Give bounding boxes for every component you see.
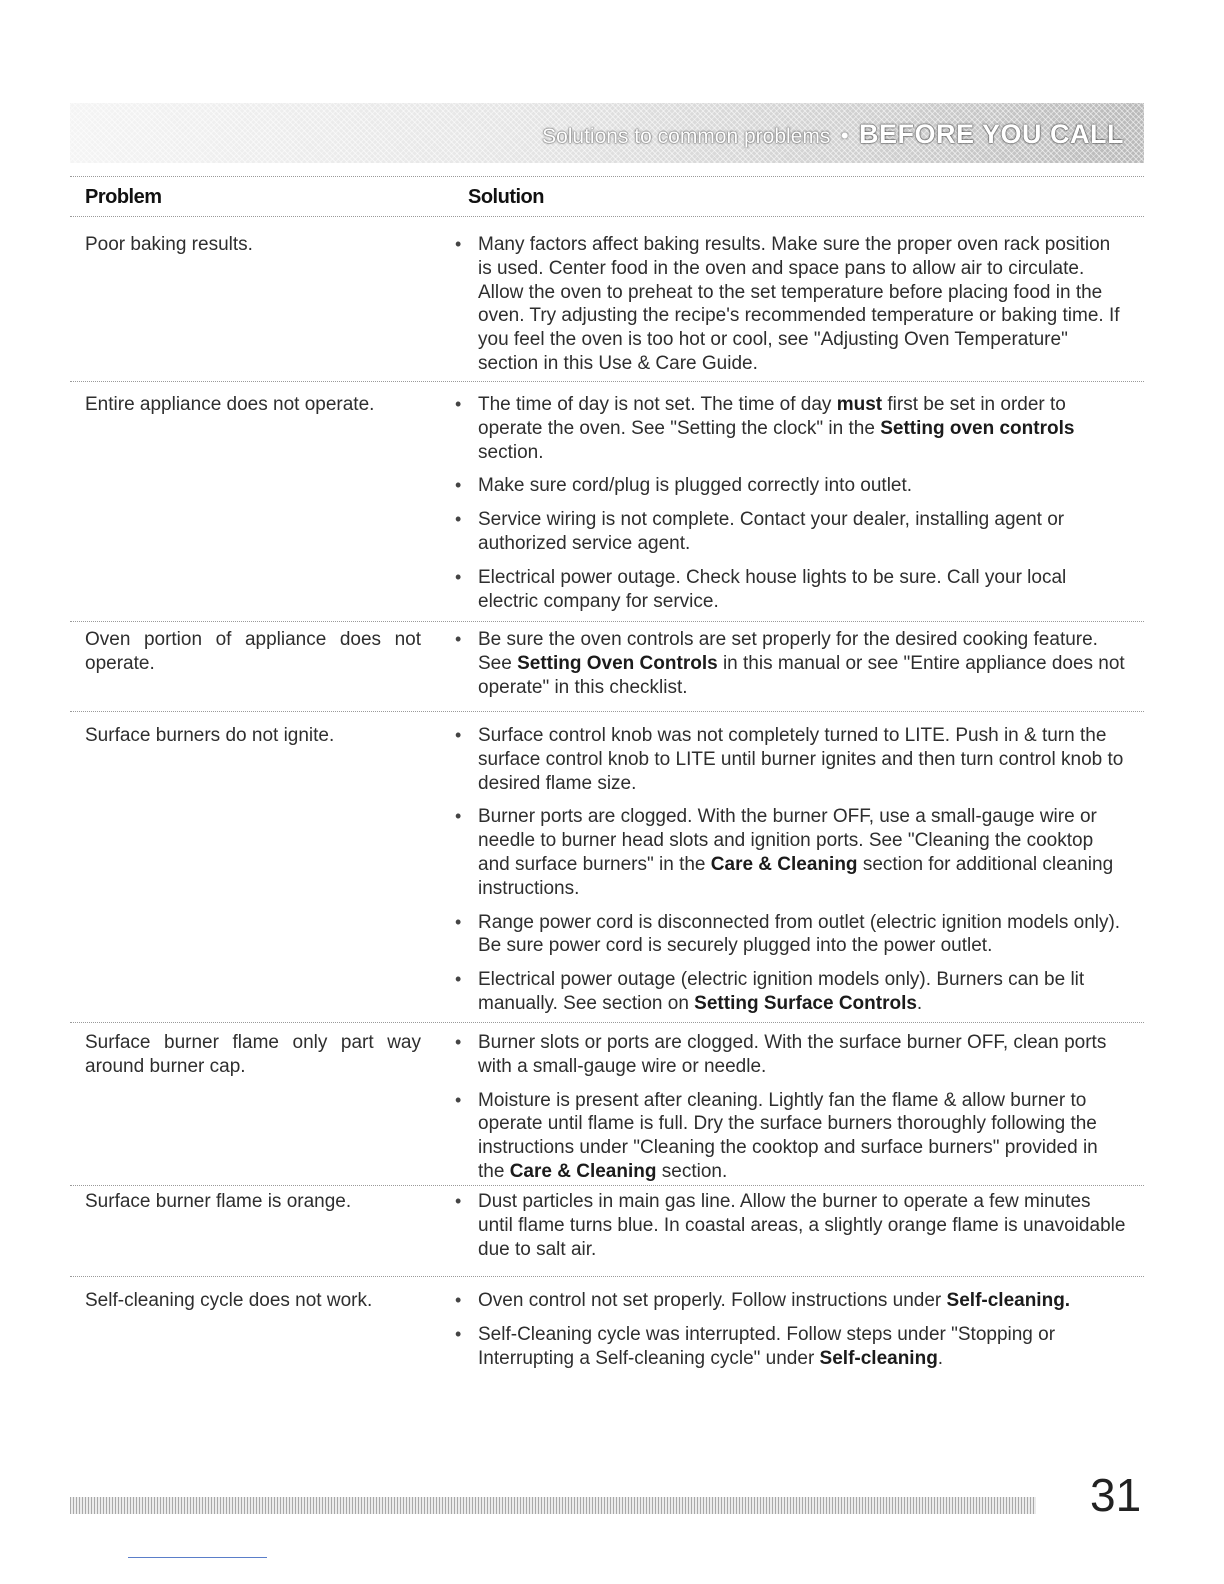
solution-text: Dust particles in main gas line. Allow the burner to operate a few minutes until flame turns blue. In coastal areas, a slightly orange flame is unavoidable due to salt air. [478, 1191, 1126, 1260]
solution-text: The time of day is not set. The time of day [478, 394, 837, 415]
solution-text: Make sure cord/plug is plugged correctly into outlet. [478, 475, 913, 497]
solution-item [455, 1323, 1127, 1371]
solution-item [455, 1190, 1127, 1261]
divider [70, 1276, 1144, 1277]
header-text [542, 119, 1124, 150]
solution-text: Burner slots or ports are clogged. With the surface burner OFF, clean ports with a small-gauge wire or needle. [478, 1032, 1107, 1077]
solution-text: . [916, 992, 923, 1014]
solution-text: Be sure the oven controls are set properly for the desired cooking feature. See [478, 629, 1098, 674]
solution-list [455, 1289, 1127, 1380]
solution-text: section. [656, 1160, 728, 1182]
solution-text: Oven control not set properly. Follow instructions under [478, 1290, 947, 1311]
footer-band [70, 1497, 1036, 1514]
solution-list [455, 393, 1127, 623]
solution-item [455, 1089, 1127, 1184]
solution-item [455, 1289, 1127, 1313]
problem-text: Surface burner flame is orange. [85, 1191, 352, 1212]
solution-emphasis: Self-cleaning. [946, 1290, 1071, 1311]
solution-text: Self-Cleaning cycle was interrupted. Follow steps under "Stopping or Interrupting a Self-cleaning cycle" under [478, 1323, 1056, 1369]
header-subtitle: Solutions to common problems [542, 125, 831, 148]
solution-item [455, 968, 1127, 1016]
solution-list [455, 233, 1127, 386]
solution-emphasis: Setting Oven Controls [517, 652, 718, 674]
header-bullet: • [840, 123, 849, 148]
solution-item [455, 233, 1127, 376]
solution-item [455, 911, 1127, 959]
divider [70, 711, 1144, 712]
column-header-problem: Problem [85, 186, 162, 208]
solution-text: . [937, 1347, 944, 1369]
problem-text: Surface burners do not ignite. [85, 725, 335, 746]
solution-emphasis: Care & Cleaning [509, 1160, 657, 1182]
header-band [70, 103, 1144, 163]
solution-list [455, 1190, 1127, 1271]
solution-item [455, 566, 1127, 614]
solution-item [455, 393, 1127, 464]
solution-text: Burner ports are clogged. With the burner OFF, use a small-gauge wire or needle to burner head slots and ignition ports. See "Cleaning the cooktop and surface burners" in the [478, 806, 1097, 875]
solution-text: section. [478, 441, 544, 463]
page-number: 31 [1090, 1469, 1142, 1521]
solution-emphasis: Care & Cleaning [710, 853, 858, 875]
solution-item [455, 805, 1127, 900]
solution-item [455, 724, 1127, 795]
solution-emphasis: Setting oven controls [880, 417, 1075, 439]
solution-text: first be set in order to operate the oven. See "Setting the clock" in the [478, 394, 1066, 439]
divider [70, 216, 1144, 217]
solution-list [455, 1031, 1127, 1194]
solution-item [455, 474, 1127, 498]
bottom-link-line [128, 1557, 267, 1558]
header-title: BEFORE YOU CALL [858, 119, 1124, 149]
solution-list [455, 724, 1127, 1026]
solution-emphasis: Setting Surface Controls [694, 992, 917, 1014]
solution-list [455, 628, 1127, 709]
solution-emphasis: must [836, 394, 883, 415]
solution-item [455, 628, 1127, 699]
solution-text: Moisture is present after cleaning. Lightly fan the flame & allow burner to operate until flame is full. Dry the surface burners thoroughly following the instructions under "Cleaning the cooktop and surface burners" provided in the [478, 1089, 1098, 1182]
solution-text: Electrical power outage. Check house lights to be sure. Call your local electric company for service. [478, 566, 1067, 612]
solution-text: Service wiring is not complete. Contact your dealer, installing agent or authorized service agent. [478, 509, 1065, 554]
problem-text: Oven portion of appliance does not operate. [85, 629, 421, 674]
problem-text: Surface burner flame only part way around burner cap. [85, 1032, 421, 1077]
column-header-solution: Solution [468, 186, 544, 208]
solution-text: Range power cord is disconnected from outlet (electric ignition models only). Be sure power cord is securely plugged into the power outlet. [478, 911, 1121, 957]
solution-emphasis: Self-cleaning [819, 1347, 938, 1369]
solution-text: in this manual or see "Entire appliance does not operate" in this checklist. [478, 652, 1125, 698]
solution-text: Many factors affect baking results. Make sure the proper oven rack position is used. Center food in the oven and space pans to allow air to circulate. Allow the oven to preheat to the set temperature before placing food in the oven. Try adjusting the recipe's recommended temperature or baking time. If you feel the oven is too hot or cool, see "Adjusting Oven Temperature" section in this Use & Care Guide. [478, 234, 1120, 374]
solution-item [455, 508, 1127, 556]
problem-text: Self-cleaning cycle does not work. [85, 1290, 373, 1311]
solution-text: Electrical power outage (electric ignition models only). Burners can be lit manually. See section on [478, 969, 1085, 1014]
solution-text: section for additional cleaning instructions. [478, 853, 1114, 899]
problem-text: Entire appliance does not operate. [85, 394, 375, 415]
problem-text: Poor baking results. [85, 234, 253, 255]
solution-item [455, 1031, 1127, 1079]
solution-text: Surface control knob was not completely turned to LITE. Push in & turn the surface control knob to LITE until burner ignites and then turn control knob to desired flame size. [478, 725, 1124, 794]
divider [70, 176, 1144, 177]
